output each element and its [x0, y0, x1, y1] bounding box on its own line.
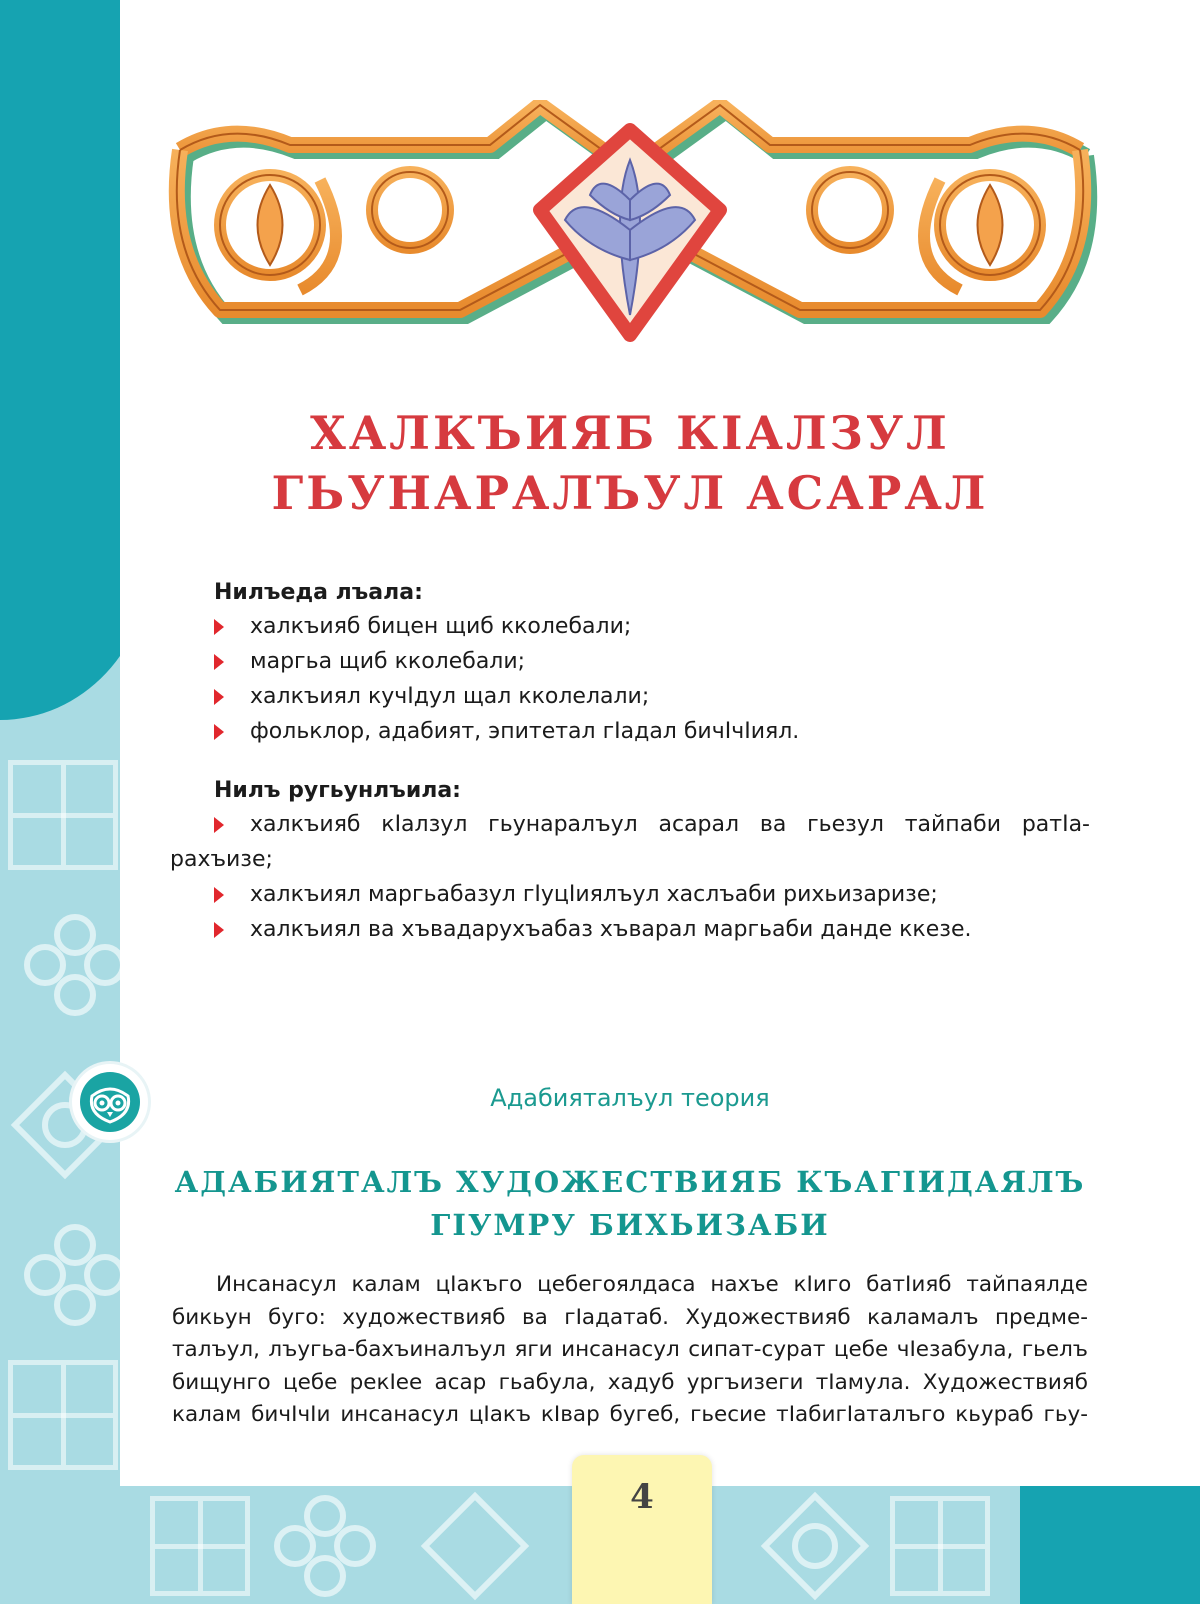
page-number-tab — [572, 1455, 712, 1604]
triangle-bullet-icon — [214, 922, 224, 938]
pattern-tile — [8, 1360, 118, 1470]
list-item-text: маргьа щиб кколебали; — [250, 649, 526, 674]
goals-list — [170, 609, 1090, 749]
paragraph-line: бикьун буго: художествияб ва гІадатаб. Художествияб каламалъ предме- — [172, 1304, 1088, 1330]
list-item-text: халкъиял маргьабазул гІуцІиялъул хаслъаби рихьизаризе; — [250, 882, 938, 907]
paragraph-line: калам бичІчІи инсанасул цІакъ кІвар бугеб, гьесие тІабигІаталъго кьураб гьу- — [172, 1402, 1088, 1427]
pattern-flower-icon — [760, 1491, 870, 1601]
goals-block — [170, 580, 1090, 749]
body-paragraph — [172, 1269, 1088, 1432]
list-item — [170, 912, 1090, 947]
page-title-line2: ГЬУНАРАЛЪУЛ АСАРАЛ — [271, 466, 989, 520]
list-item — [170, 714, 1090, 749]
list-item-text-continued: рахъизе; — [170, 847, 273, 872]
pattern-tile — [150, 1496, 250, 1596]
page-number: 4 — [630, 1477, 654, 1517]
section-title-line1: АДАБИЯТАЛЪ ХУДОЖЕСТВИЯБ КЪАГІИДАЯЛЪ — [174, 1165, 1086, 1199]
triangle-bullet-icon — [214, 654, 224, 670]
list-item-text: халкъияб бицен щиб кколебали; — [250, 614, 632, 639]
list-item-text: халкъиял ва хъвадарухъабаз хъварал маргьаби данде ккезе. — [250, 917, 972, 942]
paragraph-line: бищунго цебе рекІее асар гьабула, хадуб ургъизеги тІамула. Художествияб — [172, 1369, 1088, 1395]
list-item — [170, 679, 1090, 714]
decorative-arabesque-header-icon — [160, 100, 1100, 350]
owl-icon — [80, 1072, 140, 1132]
pattern-flower-icon — [420, 1491, 530, 1601]
list-item — [170, 644, 1090, 679]
pattern-flower-icon — [20, 910, 130, 1020]
triangle-bullet-icon — [214, 619, 224, 635]
owl-badge — [72, 1064, 148, 1140]
pattern-tile — [8, 760, 118, 870]
paragraph-line: талъул, лъугьа-бахъиналъул яги инсанасул сипат-сурат цебе чІезабула, гьелъ — [172, 1337, 1088, 1362]
list-item — [170, 807, 1090, 877]
section-title-line2: ГІУМРУ БИХЬИЗАБИ — [430, 1208, 830, 1242]
triangle-bullet-icon — [214, 724, 224, 740]
pattern-flower-icon — [270, 1491, 380, 1601]
list-item — [170, 609, 1090, 644]
paragraph-line: Инсанасул калам цІакъго цебегоялдаса нахъе кІиго батІияб тайпаялде — [216, 1272, 1088, 1297]
skills-list — [170, 807, 1090, 947]
list-item-text: халкъияб кІалзул гьунаралъул асарал ва гьезул тайпаби ратІа- — [250, 812, 1090, 837]
list-item-text: халкъиял кучІдул щал кколелали; — [250, 684, 650, 709]
triangle-bullet-icon — [214, 887, 224, 903]
list-item-text: фольклор, адабият, эпитетал гІадал бичІчІиял. — [250, 719, 800, 744]
pattern-flower-icon — [20, 1220, 130, 1330]
pattern-tile — [890, 1496, 990, 1596]
theory-label: Адабияталъул теория — [490, 1084, 770, 1112]
skills-block — [170, 778, 1090, 947]
skills-heading: Нилъ ругьунлъила: — [214, 778, 461, 803]
triangle-bullet-icon — [214, 689, 224, 705]
list-item — [170, 877, 1090, 912]
triangle-bullet-icon — [214, 817, 224, 833]
owl-badge-circle — [80, 1072, 140, 1132]
goals-heading: Нилъеда лъала: — [214, 580, 423, 605]
bottom-frame-teal — [1020, 1486, 1200, 1604]
page-title-line1: ХАЛКЪИЯБ КІАЛЗУЛ — [310, 406, 950, 460]
